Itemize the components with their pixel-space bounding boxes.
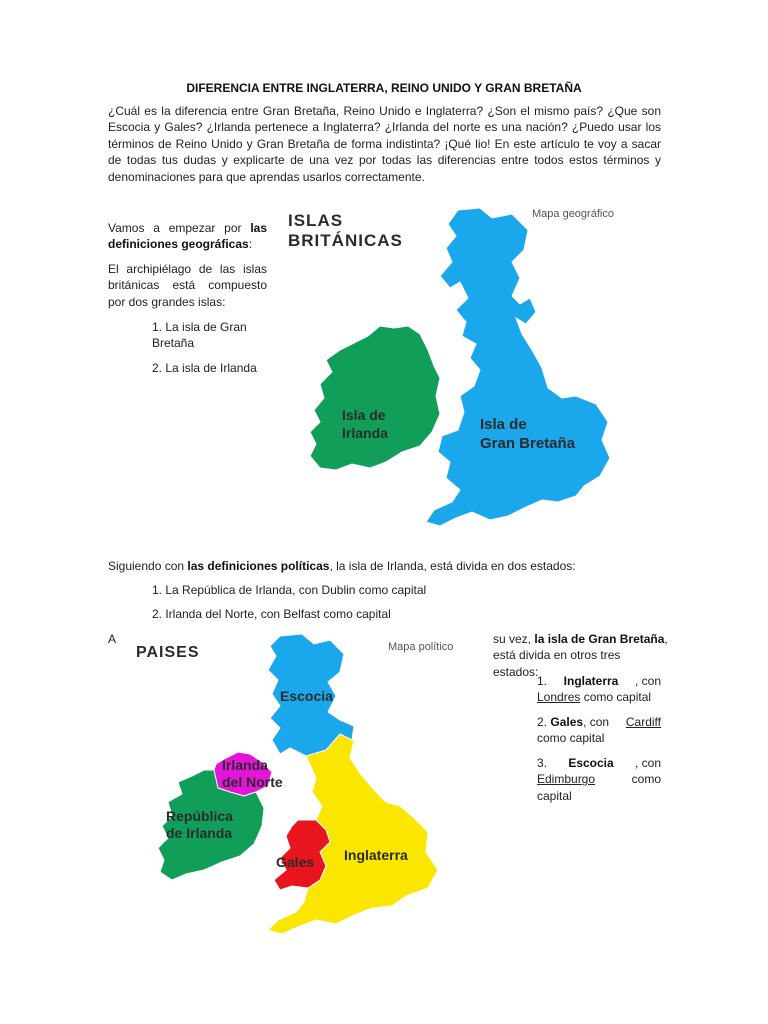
geo-lead: Vamos a empezar por las definiciones geográficas: [108, 221, 267, 252]
pol-state-2: 2. Gales, con Cardiff como capital [537, 715, 661, 746]
link-edimburgo[interactable]: Edimburgo [537, 772, 596, 787]
map2-label-rep-2: de Irlanda [166, 825, 233, 841]
state-escocia: Escocia [568, 756, 614, 770]
pol-lead: Siguiendo con las definiciones políticas, la isla de Irlanda, está divida en dos estados: [108, 559, 576, 573]
map1-title-line2: BRITÁNICAS [288, 231, 403, 250]
map1-title-line1: ISLAS [288, 211, 344, 230]
pol-item-2: 2. Irlanda del Norte, con Belfast como capital [152, 607, 391, 621]
map1-label-irlanda-1: Isla de [342, 407, 386, 423]
map2-label-rep-1: República [166, 808, 233, 824]
map2-title: PAISES [136, 644, 200, 661]
state-gales: Gales [550, 715, 584, 729]
map2-label-gales: Gales [276, 854, 315, 870]
pol-gb-line2: está divida en otros tres estados: [493, 648, 621, 679]
pol-gb-bold: la isla de Gran Bretaña [534, 632, 665, 646]
map2-label-inglaterra: Inglaterra [344, 847, 408, 863]
intro-paragraph: ¿Cuál es la diferencia entre Gran Bretaña, Reino Unido e Inglaterra? ¿Son el mismo país? ¿Que son Escocia y Gales? ¿Irlanda pertenece a Inglaterra? ¿Irlanda del norte es una nación? ¿Puedo usar los términos de Reino Unido y Gran Bretaña de forma indistinta? ¡Qué lio! En este artículo te voy a sacar de todas tus dudas y explicarte de una vez por todas las diferencias entre todos estos términos y denominaciones para que aprendas usarlos correctamente. [108, 104, 661, 184]
geographic-map [280, 200, 660, 530]
pol-state-3: 3. Escocia , con Edimburgo como capital [537, 756, 661, 803]
great-britain-shape [426, 208, 610, 526]
geo-archipelago: El archipiélago de las islas británicas está compuesto por dos grandes islas: [108, 261, 267, 309]
map1-subtitle: Mapa geográfico [532, 208, 614, 220]
geo-definitions [108, 220, 267, 318]
map2-label-ni-1: Irlanda [222, 757, 268, 773]
political-map [130, 630, 490, 950]
link-londres[interactable]: Londres [537, 690, 581, 705]
geo-item-1-line-a: 1. La isla de Gran [152, 320, 247, 334]
page-title: DIFERENCIA ENTRE INGLATERRA, REINO UNIDO Y GRAN BRETAÑA [186, 81, 582, 95]
map2-label-ni-2: del Norte [222, 774, 283, 790]
geo-lead-bold: las definiciones geográficas [108, 221, 267, 252]
map1-label-gb-2: Gran Bretaña [480, 435, 576, 452]
map2-label-escocia: Escocia [280, 688, 333, 704]
pol-item-1: 1. La República de Irlanda, con Dublin como capital [152, 583, 427, 597]
map1-label-gb-1: Isla de [480, 416, 527, 433]
pol-lead-bold: las definiciones políticas [187, 559, 330, 573]
geo-item-1 [152, 319, 267, 351]
map1-label-irlanda-2: Irlanda [342, 425, 388, 441]
geo-item-2: 2. La isla de Irlanda [152, 361, 257, 375]
link-cardiff[interactable]: Cardiff [625, 715, 661, 729]
geo-item-1-line-b: Bretaña [152, 336, 195, 350]
state-inglaterra: Inglaterra [563, 674, 619, 688]
ireland-shape [310, 326, 440, 470]
pol-a-letter: A [108, 632, 117, 646]
map2-subtitle: Mapa político [388, 641, 454, 653]
pol-state-1: 1. Inglaterra , con Londres como capital [537, 674, 661, 705]
pol-gb-line1: su vez, la isla de Gran Bretaña, [493, 632, 668, 646]
